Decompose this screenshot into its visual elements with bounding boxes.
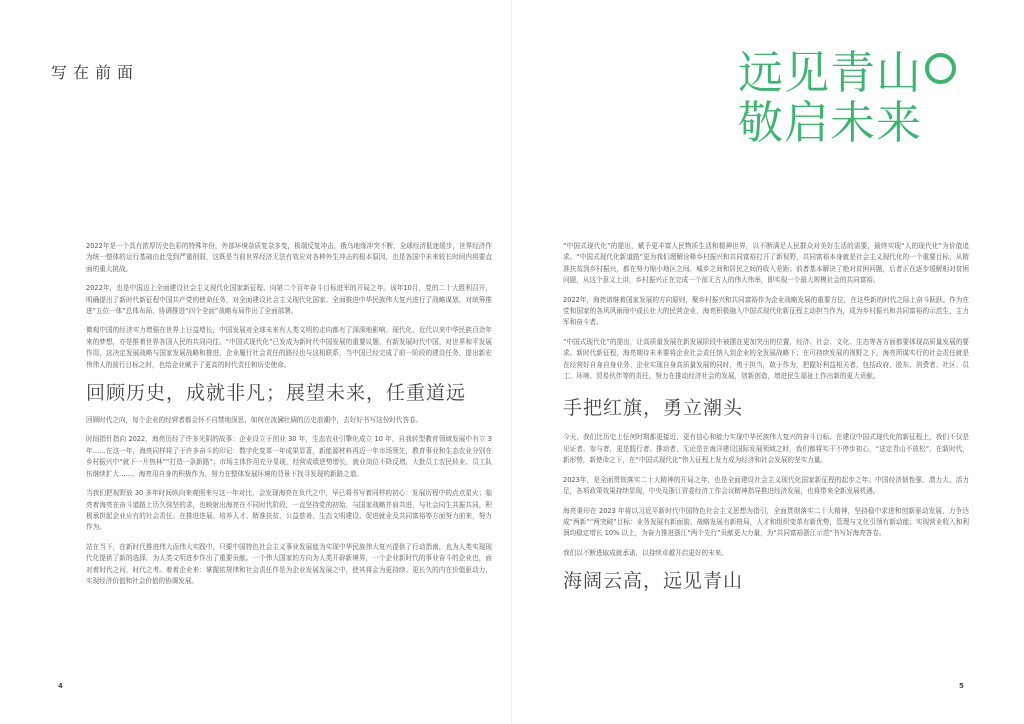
page-number-right: 5 xyxy=(959,682,964,690)
section-label: 写在前面 xyxy=(51,63,140,82)
left-page-body xyxy=(86,241,492,595)
right-page-body xyxy=(563,241,969,603)
section-heading: 海阔云高，远见青山 xyxy=(563,570,744,593)
paragraph: 2022年，海亮谱继着国家发展的方向原则，聚乡村振兴和共同富裕作为企业战略发展的重要方位，在这些新的时代之际上奋斗跃跃。作为在党和国家的各风风雨雨中成长壮大的民营企业，海亮积极融入中国式现代化新征程主动担当作为，成为乡村振兴和共同富裕的示范生，主力军和奋斗者。 xyxy=(563,295,969,327)
paragraph: 当我们把视野放 30 多年时间纵向来观照来与这一年对比，会发现海亮在负代之中，早已将书写着同样的初心：发展历程中的点点星火；临亮着海亮在奋斗道路上历久弥坚的求，也映射出海亮在不同时代阶段，一直坚持党的初始，与国家战略并肩共进，与社会同生共振共同，积极承担起企业应有的社会责任。在推进进展、培养人才、精准扶贫、公益慈善、生态文明建设、促进就业及共同富裕等方面努力前来，努力作为。 xyxy=(86,489,492,532)
hero-title-line-2: 敬启未来 xyxy=(738,96,923,149)
page-number-left: 4 xyxy=(58,682,63,690)
paragraph: 今天，我们比历史上任何时期都更接近、更有信心和能力实现中华民族伟大复兴的奋斗目标。在建设中国式现代化的新征程上，我们不仅是见证者、参与者，更是践行者、推动者，无论是在海洋建设国际发展领域之时，我们都将实干不停步初心，“送定青山不放松”，在新时代，新形势，新使命之下，在“中国式现代化”伟大征程上发力成为经济和社会发展的坚实力量。 xyxy=(563,433,969,465)
paragraph: “中国式现代化”的提出，让高质量发展在新发展阶段中被摆在更加突出的位置，经济、社会、文化、生态等各方面都要体现高质量发展的要求。新时代新征程，海亮期待未来要将企业社会责任纳入到企业的全发展战略下；在可持续发展的视野之下，海亮所谋实行的社会责任就是在经营好自身自身业务、企业实现自身高质量发展的同时，勇于担当，敢于作为，把握好利益相关者，包括政府、股东、消费者、社区、员工、环境、贸易伙伴等的责任，努力在推动经济社会的发展，创新创造，增进民生福祉上作出新的更大贡献。 xyxy=(563,337,969,381)
hero-title xyxy=(738,48,956,148)
paragraph: 站在当下，在新时代推进伟大而伟大实践中，只要中国特色社会主义事业发展能为实现中华民族伟大复兴提供了行动指南，也为人类实现现代化提供了新的选择，为人类文明进步作出了重要贡献。一个伟大国家的方向为人类开辟新境界，一个企业新时代的事业奋斗的企业也，面对着时代之问，时代之考。着着企业来：掌握依规律和社会责任作是为企业发展发展之中，使其将会为更持续、更长久的内在价值驱动力，实现经济价值和社会价值的协调发展。 xyxy=(86,542,492,585)
paragraph: 我们以不断进取成就承诺，以持续卓越开启更好的未来。 xyxy=(563,548,728,557)
paragraph: 2022年，也是中国迈上全面建设社会主义现代化国家新征程、向第二个百年奋斗目标进军的开局之年。该年10月，党的二十大胜利召开，明确提出了新时代新征程中国共产党的使命任务，对全面建设社会主义现代化国家、全面推进中华民族伟大复兴进行了战略谋划，对统筹推进“五位一体”总体布局、协调推进“四个全面”战略布局作出了全面部署。 xyxy=(86,284,492,316)
hero-title-line-1-text: 远见青山 xyxy=(738,46,923,99)
paragraph: 微观中国的经济实力增强在世界上日益增长，中国发展对全球未来有人类文明的走向都有了深深地影响。现代化，近代以来中华民族百余年来的梦想，亦是推着世界各国人民的共同向往。“中国式现代化”已发成为新时代中国发展的重要议题，有新发展时代中国，对世界和平发展作用，这决定发展战略与国家发展战略和推进，企业履行社会责任的路径也与这相联系，当中国已经完成了前一阶段的建设任务，提出新宏伟伟人的前行目标之时，也给企业赋予了更高的时代责任和历史使命。 xyxy=(86,326,492,369)
paragraph: 2023年，是全面贯彻落实二十大精神的开局之年，也是全面建设社会主义现代化国家新征程的起步之年。中国经济韧性强、潜力大、活力足，各项政策效果持续显现，中央及浙江省委经济工作会议精神指导推进经济发展，也将带来全新发展机遇。 xyxy=(563,475,969,496)
paragraph: 回顾时代之向，每个企业的经营者都会怀不自禁地深思，如何在波澜壮阔的历史浪潮中，去好好书写这份时代答卷。 xyxy=(86,416,423,425)
hero-title-line-1 xyxy=(738,48,956,98)
paragraph: “中国式现代化”的提出，赋予更丰富人民物质生活和精神世界，以不断满足人民群众对美好生活的需要，最终实现“人的现代化”为价值追求。“中国式现代化新道路”更为我们理解诠释乡村振兴和共同富裕打开了新视野，共同富裕本身就是社会主义现代化的一个重要目标，从精准扶贫到乡村振兴，都在努力缩小地区之间、城乡之间和居民之间的收入差距；前者基本解决了绝对贫困问题，后者正在逐步缓解相对贫困问题，从这个意义上讲，乡村振兴正在完成一个前无古人的伟大伟举，即实现一个最大规模社会的共同富裕。 xyxy=(563,242,969,285)
paragraph: 海亮秉印在 2023 年将以习近平新时代中国特色社会主义思想为指引，全面贯彻落实二十大精神，坚持稳中求进和创新驱动发展，力争达成“两新”“两突破”目标：业务发展有新面貌、战略发展有新格局，人才和组织变革有新优势，管理与文化引领有新动能；实现营业收入和利润均稳定增长 10% 以上，为奋力推进浙江“两个先行”贡献更大力量，为“共同富裕浙江示范”书写好海亮答卷。 xyxy=(563,506,969,538)
section-heading: 回顾历史，成就非凡；展望未来，任重道远 xyxy=(86,382,467,405)
section-heading: 手把红旗，勇立潮头 xyxy=(563,397,744,420)
paragraph: 2022年是一个具有浓厚历史色彩的特殊年份，外部环境杂质复杂多变，极端反复冲击，俄乌地缘冲突不断，全球经济低迷缓步，世界经济作为统一整体的运行基础由此受到严重削弱，这既是当前世界经济无法有效应对各种外生冲击的根本原因，也是各国中未来较长时间内将要直面的重大挑战。 xyxy=(86,242,492,273)
paragraph: 时间指针指向 2022，海亮历经了许多光阴的故事：企业设立于创业 30 年，生态农业引擎化成立 10 年，自我转型教育领域发展中有立 3 年……在这一年，海亮同样将了于许多奋斗的印记：数字化变革一年成果显著，新能源材料再迈一年市场领先，教育事业和生态农业分别在乡村振兴中“就下一片热林”“打造一条新路”；市场主体作用充分显现，经营成绩逆势增长，就业岗位不降反增，大批员工农民转业、员工队伍继续扩大……，海亮用自身的积极作为，努力在整体发展环境的背景下找寻发现的新路之道。 xyxy=(86,435,492,478)
circle-icon xyxy=(925,53,956,84)
page-divider xyxy=(511,0,512,724)
